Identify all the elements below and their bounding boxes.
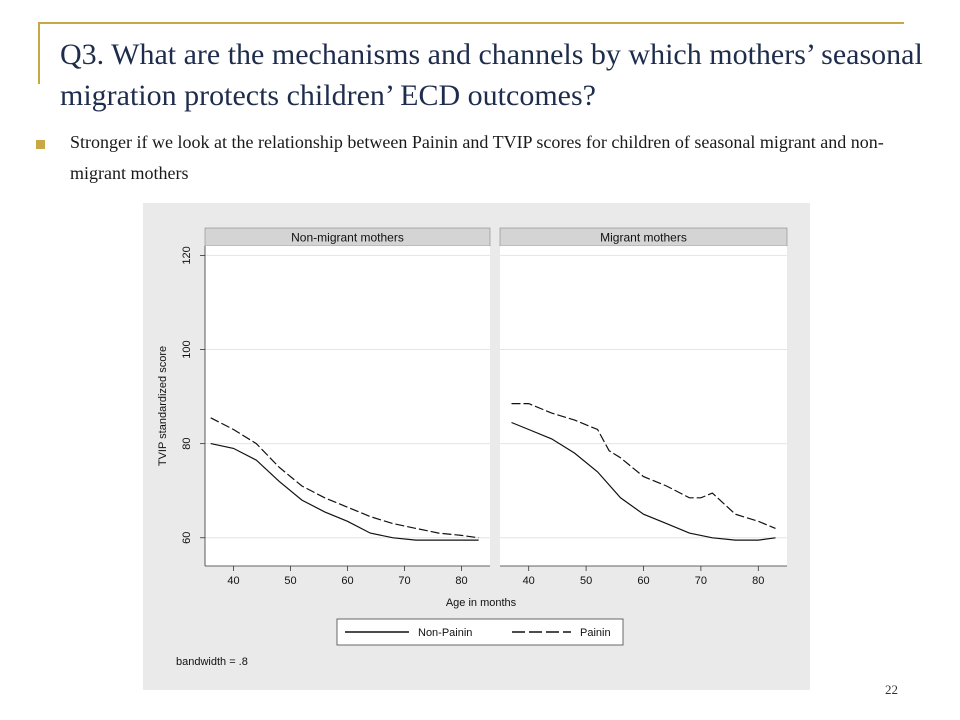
panel-left-plot (205, 246, 490, 566)
x-tick-label-left-80: 80 (455, 575, 468, 587)
bullet-text: Stronger if we look at the relationship between Painin and TVIP scores for children of seasonal migrant and non-migrant mothers (70, 132, 884, 183)
x-tick-label-right-80: 80 (752, 575, 765, 587)
x-tick-label-right-60: 60 (637, 575, 650, 587)
x-tick-label-right-70: 70 (694, 575, 708, 587)
bullet-square-icon (36, 140, 45, 149)
panel-right (500, 228, 787, 566)
y-tick-label-60: 60 (181, 531, 193, 544)
y-tick-label-100: 100 (181, 340, 193, 359)
panel-right-label: Migrant mothers (600, 230, 687, 245)
y-axis-title: TVIP standardized score (157, 345, 169, 467)
x-tick-label-right-40: 40 (522, 575, 535, 587)
bandwidth-note: bandwidth = .8 (176, 656, 248, 668)
panel-left (205, 228, 490, 566)
x-axis-title: Age in months (445, 597, 517, 609)
legend-label-painin: Painin (580, 627, 611, 639)
slide-title: Q3. What are the mechanisms and channels by which mothers’ seasonal migration protects children’ ECD outcomes? (60, 38, 923, 112)
y-tick-label-120: 120 (181, 246, 193, 265)
x-tick-label-left-50: 50 (284, 575, 297, 587)
y-tick-label-80: 80 (181, 437, 193, 450)
title-rule-left (38, 22, 40, 84)
x-tick-label-left-70: 70 (398, 575, 411, 587)
page-number: 22 (885, 682, 898, 697)
chart (143, 203, 810, 690)
x-tick-label-left-60: 60 (341, 575, 354, 587)
legend (337, 619, 623, 645)
panel-left-label: Non-migrant mothers (291, 230, 404, 245)
panel-right-plot (500, 246, 787, 566)
title-rule-top (38, 22, 904, 24)
x-tick-label-right-50: 50 (579, 575, 593, 587)
legend-label-non-painin: Non-Painin (418, 627, 473, 639)
x-tick-label-left-40: 40 (227, 575, 240, 587)
